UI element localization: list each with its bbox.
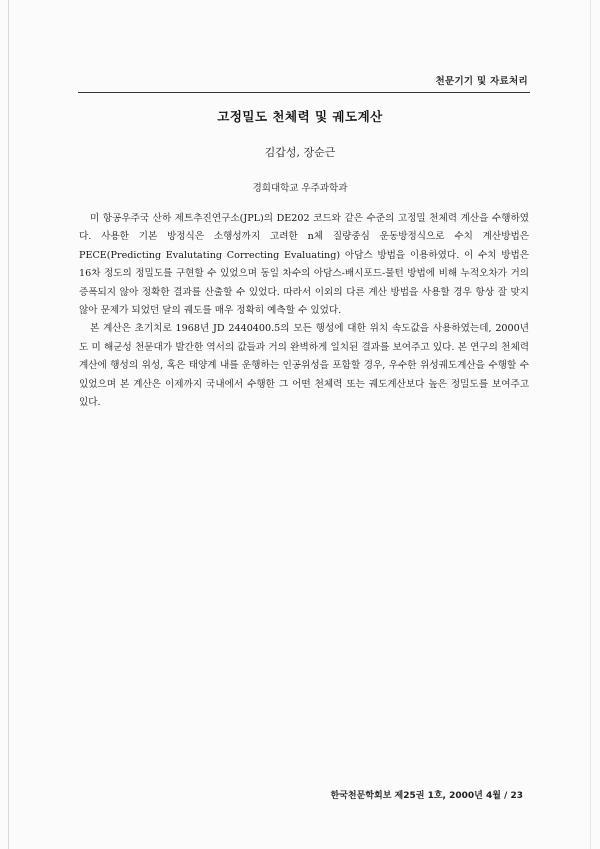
header-divider — [78, 92, 530, 93]
scan-edge-left — [8, 0, 9, 849]
abstract-paragraph-1: 미 항공우주국 산하 제트추진연구소(JPL)의 DE202 코드와 같은 수준의 고정밀 천체력 계산을 수행하였다. 사용한 기본 방정식은 소행성까지 고려한 n체 질량중심 운동방정식으로 수치 계산방법은 PECE(Predicting Evalutating Correcting Evaluating) 아담스 방법을 이용하였다. 이 수치 방법은 16차 정도의 정밀도를 구현할 수 있었으며 동일 차수의 아담스-배시포드-물턴 방법에 비해 누적오차가 거의 증폭되지 않아 정확한 결과를 산출할 수 있었다. 따라서 이외의 다른 계산 방법을 사용할 경우 항상 잘 맞지 않아 문제가 되었던 달의 궤도를 매우 정확히 예측할 수 있었다. — [79, 213, 529, 317]
scan-edge-right — [590, 0, 591, 849]
section-label: 천문기기 및 자료처리 — [435, 76, 528, 87]
article-authors: 김갑성, 장순근 — [264, 146, 336, 159]
abstract — [79, 210, 529, 412]
article-affiliation: 경희대학교 우주과학과 — [252, 183, 348, 194]
journal-citation: 한국천문학회보 제25권 1호, 2000년 4월 / 23 — [330, 791, 523, 801]
abstract-paragraph-2: 본 계산은 초기치로 1968년 JD 2440400.5의 모든 행성에 대한 위치 속도값을 사용하였는데, 2000년도 미 해군성 천문대가 발간한 역서의 값들과 거의 완벽하게 일치된 결과를 보여주고 있다. 본 연구의 천체력 계산에 행성의 위성, 혹은 태양계 내를 운행하는 인공위성을 포함할 경우, 우수한 위성궤도계산을 수행할 수 있었으며 본 계산은 이제까지 국내에서 수행한 그 어떤 천체력 또는 궤도계산보다 높은 정밀도를 보여주고 있다. — [79, 323, 529, 409]
article-title: 고정밀도 천체력 및 궤도계산 — [217, 109, 383, 124]
